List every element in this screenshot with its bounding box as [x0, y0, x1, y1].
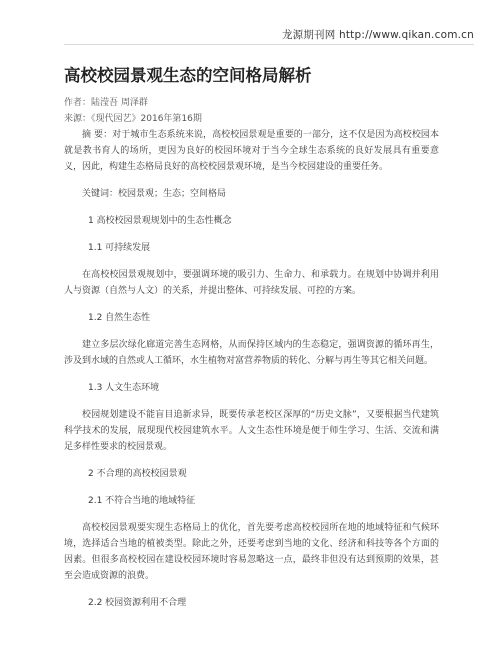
keywords-line: 关键词：校园景观；生态；空间格局	[82, 189, 227, 199]
source-value: 《现代园艺》2016年第16期	[91, 114, 202, 124]
section-heading-1-1: 1.1 可持续发展	[88, 243, 151, 253]
section-heading-1-2: 1.2 自然生态性	[88, 313, 151, 323]
article-body	[64, 127, 439, 611]
section-heading-1-3: 1.3 人文生态环境	[88, 383, 160, 393]
header-divider	[64, 44, 474, 45]
site-header: 龙源期刊网 http://www.qikan.com.cn	[281, 29, 474, 41]
author-label: 作者：	[64, 98, 92, 108]
source-line	[64, 111, 202, 124]
author-line	[64, 95, 148, 108]
article-title: 高校校园景观生态的空间格局解析	[64, 66, 312, 85]
abstract-paragraph: 摘 要：对于城市生态系统来说，高校校园景观是重要的一部分，这不仅是因为高校校园本就是教书育人的场所，更因为良好的校园环境对于当今全球生态系统的良好发展具有重要意义，因此，构建生态格局良好的高校校园景观环境，是当今校园建设的重要任务。	[64, 130, 439, 172]
source-label: 来源：	[64, 114, 92, 124]
section-heading-1: 1 高校校园景观规划中的生态性概念	[88, 216, 232, 226]
section-heading-2-1: 2.1 不符合当地的地域特征	[88, 496, 196, 506]
paragraph-1-3: 校园规划建设不能盲目追新求异，既要传承老校区深厚的“历史文脉”，又要根据当代建筑科学技术的发展，展现现代校园建筑水平。人文生态性环境是便于师生学习、生活、交流和满足多样性要求的校园景观。	[64, 410, 439, 452]
paragraph-1-1: 在高校校园景观规划中，要强调环境的吸引力、生命力、和承载力。在规划中协调并利用人与资源（自然与人文）的关系，并提出整体、可持续发展、可控的方案。	[64, 270, 439, 296]
author-names: 陆滢吾 周泽群	[91, 98, 148, 108]
paragraph-2-1: 高校校园景观要实现生态格局上的优化，首先要考虑高校校园所在地的地域特征和气候环境，选择适合当地的植被类型。除此之外，还要考虑到当地的文化、经济和科技等各个方面的因素。但很多高校校园在建设校园环境时容易忽略这一点，最终非但没有达到预期的效果，甚至会造成资源的浪费。	[64, 523, 439, 581]
section-heading-2-2: 2.2 校园资源利用不合理	[88, 598, 187, 608]
paragraph-1-2: 建立多层次绿化廊道完善生态网格，从而保持区域内的生态稳定，强调资源的循环再生，涉及到水域的自然或人工循环，水生植物对富营养物质的转化、分解与再生等其它相关问题。	[64, 340, 439, 366]
section-heading-2: 2 不合理的高校校园景观	[88, 469, 187, 479]
